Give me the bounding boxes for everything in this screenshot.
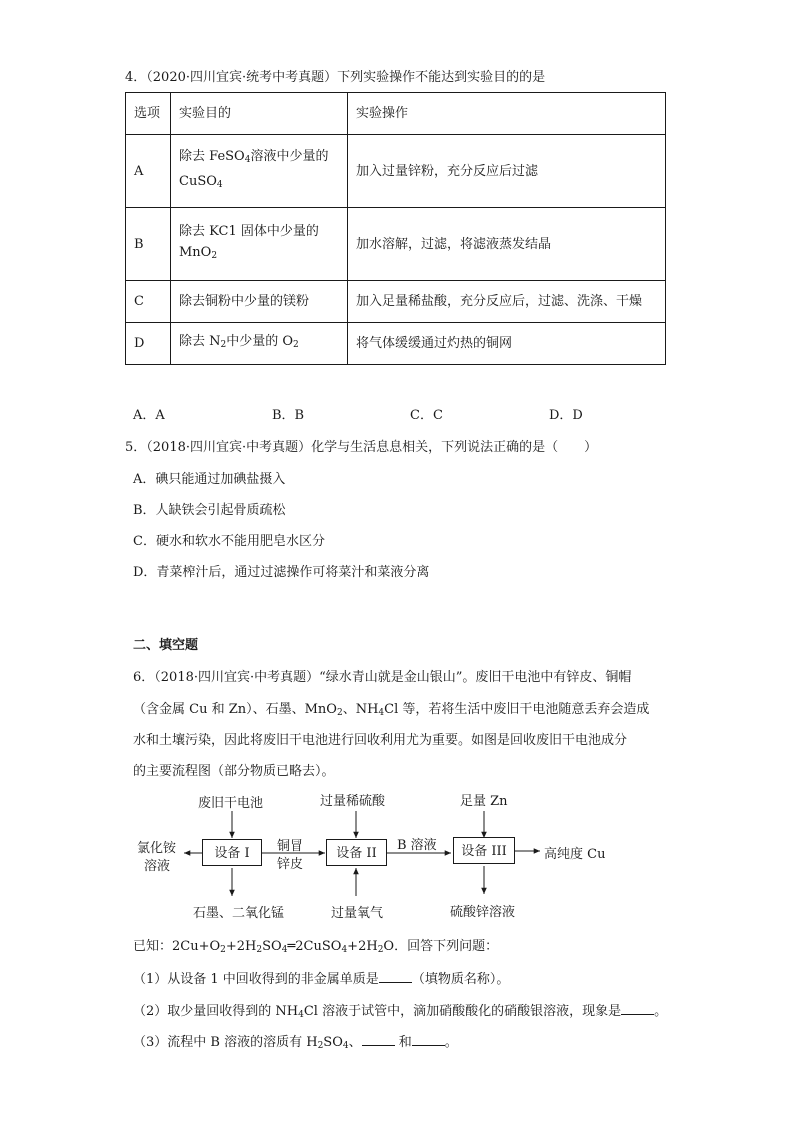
output-label-down-3: 硫酸锌溶液 bbox=[450, 905, 516, 920]
q5-option-c[interactable]: C．硬水和软水不能用肥皂水区分 bbox=[133, 534, 325, 549]
q5-option-b[interactable]: B．人缺铁会引起骨质疏松 bbox=[133, 503, 286, 518]
table-cell-operation: 加入足量稀盐酸，充分反应后，过滤、洗涤、干燥 bbox=[348, 281, 666, 323]
table-header-cell: 选项 bbox=[126, 93, 171, 135]
sub-question-2: （2）取少量回收得到的 $NH_4Cl$ 溶液于试管中，滴加硝酸酸化的硝酸银溶液，现象是 。 bbox=[133, 1004, 668, 1020]
table-cell-goal: 除去 KC1 固体中少量的 MnO$_2$ bbox=[171, 208, 348, 281]
table-header-cell: 实验目的 bbox=[171, 93, 348, 135]
middle-label-1: 铜冒 bbox=[277, 839, 304, 854]
table-cell-operation: 加入过量锌粉，充分反应后过滤 bbox=[348, 135, 666, 208]
q4-choice-c[interactable]: C．C bbox=[410, 408, 443, 423]
q4-choice-a[interactable]: A．A bbox=[133, 408, 165, 423]
answer-blank-1[interactable] bbox=[379, 982, 412, 983]
q6-line: 水和土壤污染，因此将废旧干电池进行回收利用尤为重要。如图是回收废旧干电池成分 bbox=[133, 733, 628, 748]
q5-option-d[interactable]: D．青菜榨汁后，通过过滤操作可将菜汁和菜液分离 bbox=[133, 565, 430, 580]
output-label-right: 高纯度 Cu bbox=[544, 847, 606, 862]
input-label-3: 足量 Zn bbox=[460, 794, 508, 809]
q6-line: 6．（2018·四川宜宾·中考真题）“绿水青山就是金山银山”。废旧干电池中有锌皮、铜帽 bbox=[133, 670, 632, 685]
input-label-1: 废旧干电池 bbox=[198, 796, 264, 811]
q4-choice-d[interactable]: D．D bbox=[549, 408, 583, 423]
section-heading: 二、填空题 bbox=[133, 638, 199, 653]
device-3-box: 设备 III bbox=[453, 837, 515, 864]
output-label-down-1: 石墨、二氧化锰 bbox=[193, 906, 285, 921]
q4-title: 4．（2020·四川宜宾·统考中考真题）下列实验操作不能达到实验目的的是 bbox=[125, 70, 546, 85]
table-cell-goal: 除去 $N_2$中少量的 $O_2$ bbox=[171, 323, 348, 365]
q5-title: 5．（2018·四川宜宾·中考真题）化学与生活息息相关，下列说法正确的是（ ） bbox=[125, 440, 598, 455]
b-solution-label: B 溶液 bbox=[397, 838, 437, 853]
input-label-up-2: 过量氧气 bbox=[331, 906, 384, 921]
table-cell-operation: 将气体缓缓通过灼热的铜网 bbox=[348, 323, 666, 365]
known-equation: 已知：$2Cu+O_2+2H_2SO_4═2CuSO_4+2H_2O$．回答下列问题： bbox=[133, 939, 499, 955]
q4-choice-b[interactable]: B．B bbox=[272, 408, 305, 423]
device-1-box: 设备 I bbox=[202, 839, 262, 866]
q5-option-a[interactable]: A．碘只能通过加碘盐摄入 bbox=[133, 472, 286, 487]
answer-blank-4[interactable] bbox=[412, 1045, 445, 1046]
q6-line: 的主要流程图（部分物质已略去）。 bbox=[133, 764, 335, 779]
table-header-cell: 实验操作 bbox=[348, 93, 666, 135]
table-cell-option: C bbox=[126, 281, 171, 323]
answer-blank-2[interactable] bbox=[621, 1014, 654, 1015]
table-cell-operation: 加水溶解，过滤，将滤液蒸发结晶 bbox=[348, 208, 666, 281]
sub-question-1: （1）从设备 1 中回收得到的非金属单质是 （填物质名称）。 bbox=[133, 972, 510, 987]
device-2-box: 设备 II bbox=[326, 839, 387, 866]
input-label-2: 过量稀硫酸 bbox=[320, 794, 386, 809]
table-cell-option: B bbox=[126, 208, 171, 281]
table-cell-goal: 除去铜粉中少量的镁粉 bbox=[171, 281, 348, 323]
answer-blank-3[interactable] bbox=[362, 1045, 395, 1046]
q6-line: （含金属 Cu 和 Zn）、石墨、MnO$_2$、$NH_4Cl$ 等，若将生活中废旧干电池随意丢弃会造成 bbox=[133, 702, 650, 718]
sub-question-3: （3）流程中 B 溶液的溶质有 $H_2SO_4$、 和 。 bbox=[133, 1035, 458, 1051]
table-cell-option: D bbox=[126, 323, 171, 365]
output-label-left-2: 溶液 bbox=[144, 859, 171, 874]
middle-label-2: 锌皮 bbox=[277, 857, 304, 872]
output-label-left-1: 氯化铵 bbox=[137, 841, 177, 856]
table-cell-option: A bbox=[126, 135, 171, 208]
table-cell-goal: 除去 FeSO$_4$溶液中少量的 CuSO$_4$ bbox=[171, 135, 348, 208]
